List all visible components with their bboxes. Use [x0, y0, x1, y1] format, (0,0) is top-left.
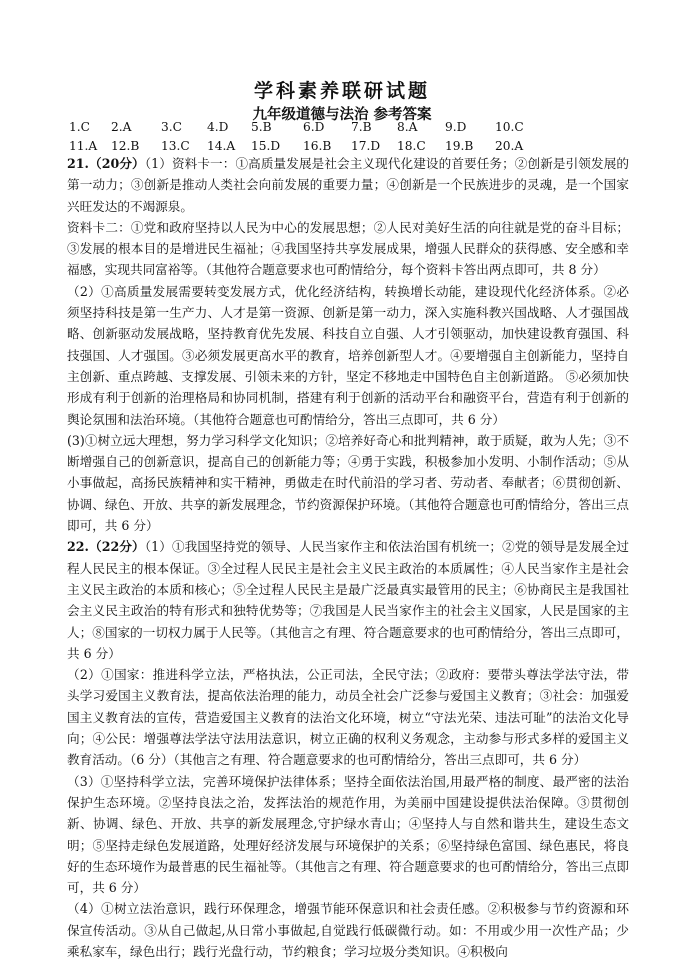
q22-part4: （4）①树立法治意识，践行环保理念，增强节能环保意识和社会责任感。②积极参与节约资源和环保宣传活动。③从自己做起,从日常小事做起,自觉践行低碳微行动。如：不用或少用一次性产品；少乘私家车，绿色出行；践行光盘行动，节约粮食；学习垃圾分类知识。④积极向 — [67, 901, 629, 959]
answer-item: 10.C — [495, 120, 524, 134]
q22-part3: （3）①坚持科学立法，完善环境保护法律体系；坚持全面依法治国,用最严格的制度、最严密的法治保护生态环境。②坚持良法之治，发挥法治的规范作用，为美丽中国建设提供法治保障。③贯彻创新、协调、绿色、开放、共享的新发展理念,守护绿水青山；④坚持人与自然和谐共生，建设生态文明；⑤坚持走绿色发展道路，处理好经济发展与环境保护的关系；⑥坚持绿色富国、绿色惠民，将良好的生态环境作为最普惠的民生福祉等。（其他言之有理、符合题意要求的也可酌情给分，答出三点即可，共 6 分） — [67, 773, 629, 896]
q22-part1-text: （1）①我国坚持党的领导、人民当家作主和依法治国有机统一；②党的领导是发展全过程人民民主的根本保证。③全过程人民民主是社会主义民主政治的本质属性；④人民当家作主是社会主义民主政治的本质和核心；⑤全过程人民民主是最广泛最真实最管用的民主；⑥协商民主是我国社会主义民主政治的特有形式和独特优势等；⑦我国是人民当家作主的社会主义国家，人民是国家的主人；⑧国家的一切权力属于人民等。（其他言之有理、符合题意要求的也可酌情给分，答出三点即可，共 6 分） — [67, 539, 629, 661]
answer-item: 9.D — [445, 120, 467, 134]
answer-item: 2.A — [111, 120, 132, 134]
answer-item: 1.C — [69, 120, 90, 134]
q21-part2: （2）①高质量发展需要转变发展方式，优化经济结构，转换增长动能，建设现代化经济体系。②必须坚持科技是第一生产力、人才是第一资源、创新是第一动力，深入实施科教兴国战略、人才强国战略、创新驱动发展战略，坚持教育优先发展、科技自立自强、人才引领驱动，加快建设教育强国、科技强国、人才强国。③必须发展更高水平的教育，培养创新型人才。④要增强自主创新能力，坚持自主创新、重点跨越、支撑发展、引领未来的方针，坚定不移地走中国特色自主创新道路。 ⑤必须加快形成有利于创新的治理格局和协同机制，搭建有利于创新的活动平台和融资平台，营造有利于创新的舆论氛围和法治环境。（其他符合题意也可酌情给分，答出三点即可，共 6 分） — [67, 283, 629, 427]
q21-score: （20分） — [88, 156, 145, 171]
answer-item: 14.A — [207, 139, 236, 153]
q21-card2: 资料卡二：①党和政府坚持以人民为中心的发展思想；②人民对美好生活的向往就是党的奋斗目标；③发展的根本目的是增进民生福祉；④我国坚持共享发展成果，增强人民群众的获得感、安全感和幸福感，实现共同富裕等。（其他符合题意要求也可酌情给分，每个资料卡答出两点即可，共 8 分） — [67, 219, 629, 278]
answer-item: 20.A — [495, 139, 524, 153]
answer-item: 16.B — [303, 139, 332, 153]
answer-item: 11.A — [69, 139, 98, 153]
answer-item: 13.C — [161, 139, 190, 153]
q21-part1-text: （1）资料卡一：①高质量发展是社会主义现代化建设的首要任务；②创新是引领发展的第一动力；③创新是推动人类社会向前发展的重要力量；④创新是一个民族进步的灵魂，是一个国家兴旺发达的不竭源泉。 — [67, 156, 629, 214]
answer-item: 5.B — [251, 120, 272, 134]
q21-number: 21. — [67, 156, 89, 171]
q21-part3: (3)①树立远大理想，努力学习科学文化知识；②培养好奇心和批判精神，敢于质疑，敢为人先；③不断增强自己的创新意识，提高自己的创新能力等；④勇于实践，积极参加小发明、小制作活动；⑤从小事做起，高扬民族精神和实干精神，勇做走在时代前沿的学习者、劳动者、奉献者；⑥贯彻创新、协调、绿色、开放、共享的新发展理念，节约资源保护环境。（其他符合题意也可酌情给分，答出三点即可，共 6 分） — [67, 432, 629, 534]
answer-item: 18.C — [397, 139, 426, 153]
answer-item: 7.B — [351, 120, 372, 134]
q22-score: （22分） — [88, 539, 145, 555]
answer-item: 3.C — [161, 120, 182, 134]
q22-part1 — [67, 536, 629, 664]
answer-item: 19.B — [445, 139, 474, 153]
q21-part1 — [67, 153, 629, 217]
choice-answers-row-1 — [69, 117, 629, 137]
page-title: 学科素养联研试题 — [253, 80, 430, 102]
page-subtitle: 九年级道德与法治 参考答案 — [252, 106, 432, 123]
q22-part2: （2）①国家：推进科学立法，严格执法，公正司法，全民守法；②政府：要带头尊法学法守法，带头学习爱国主义教育法，提高依法治理的能力，动员全社会广泛参与爱国主义教育；③社会：加强爱国主义教育法的宣传，营造爱国主义教育的法治文化环境，树立“守法光荣、违法可耻”的法治文化导向；④公民：增强尊法学法守法用法意识，树立正确的权利义务观念，主动参与形式多样的爱国主义教育活动。（6 分）（其他言之有理、符合题意要求的也可酌情给分，答出三点即可，共 6 分） — [67, 667, 629, 768]
answer-item: 17.D — [351, 139, 381, 153]
answer-body — [67, 153, 629, 962]
q22-number: 22. — [67, 539, 89, 555]
answer-item: 4.D — [207, 120, 229, 134]
answer-item: 6.D — [303, 120, 325, 134]
answer-item: 12.B — [111, 139, 140, 153]
answer-item: 15.D — [251, 139, 281, 153]
answer-item: 8.A — [397, 120, 418, 134]
